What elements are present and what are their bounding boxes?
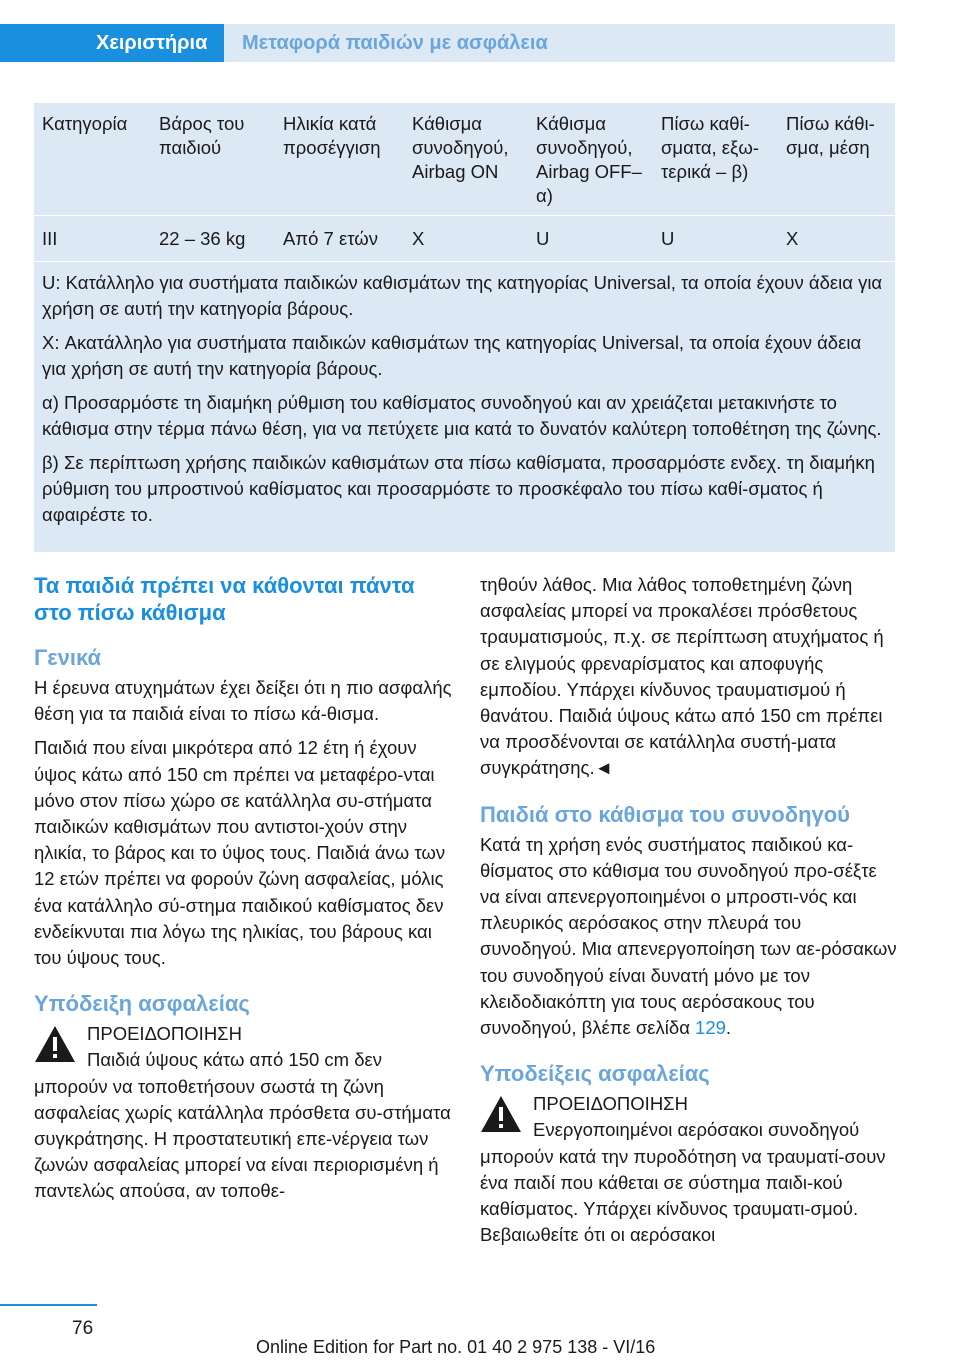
footer-edition: Online Edition for Part no. 01 40 2 975 138 - VI/16	[256, 1337, 656, 1357]
table-header-cell: Κατηγορία	[42, 113, 128, 134]
table-note: α) Προσαρμόστε τη διαμήκη ρύθμιση του καθίσματος συνοδηγού και αν χρειάζεται μετακινήστε το κάθισμα στην τέρμα πάνω θέση, για να πετύχετε μια κατά το δυνατόν καλύτερη τοποθέτηση της ζώνης.	[42, 392, 882, 439]
table-header-cell: Πίσω κάθι-σμα, μέση	[786, 113, 875, 158]
warning-label: ΠΡΟΕΙΔΟΠΟΙΗΣΗ	[533, 1093, 688, 1115]
warning-block	[480, 1091, 898, 1248]
warning-text: Παιδιά ύψους κάτω από 150 cm δεν μπορούν να τοποθετήσουν σωστά τη ζώνη ασφαλείας χωρίς κατάλληλα πρόσθετα συ-στήματα συγκράτησης. Η προστατευτική επε-νέργεια των ζωνών ασφαλείας μπορεί να είναι περιορισμένη ή παντελώς απούσα, αν τοποθε-	[34, 1049, 451, 1202]
section-title: Τα παιδιά πρέπει να κάθονται πάντα στο πίσω κάθισμα	[34, 573, 415, 625]
footer-rule	[0, 1304, 97, 1306]
table-cell: 22 – 36 kg	[159, 228, 246, 249]
table-cell: III	[42, 228, 58, 249]
subheading-passenger: Παιδιά στο κάθισμα του συνοδηγού	[480, 801, 850, 827]
table-header-cell: Κάθισμα συνοδηγού, Airbag ON	[412, 113, 509, 182]
table-note: U: Κατάλληλο για συστήματα παιδικών καθισμάτων της κατηγορίας Universal, τα οποία έχουν άδεια για χρήση σε αυτή την κατηγορία βάρους.	[42, 272, 883, 319]
header-bar	[0, 0, 895, 62]
table-header-row	[34, 103, 895, 216]
table-notes	[34, 262, 895, 548]
table-cell: Από 7 ετών	[283, 228, 378, 249]
subheading-safety: Υπόδειξη ασφαλείας	[34, 991, 250, 1017]
right-column	[480, 572, 898, 1248]
paragraph: Η έρευνα ατυχημάτων έχει δείξει ότι η πιο ασφαλής θέση για τα παιδιά είναι το πίσω κά-θισμα.	[34, 677, 452, 725]
left-column	[34, 572, 454, 1205]
table-bottom-rule	[34, 548, 895, 552]
table-header-cell: Βάρος του παιδιού	[159, 113, 245, 158]
page-link[interactable]: 129	[695, 1017, 726, 1039]
paragraph-continued: τηθούν λάθος. Μια λάθος τοποθετημένη ζώνη ασφαλείας μπορεί να προκαλέσει πρόσθετους τραυματισμούς, π.χ. σε περίπτωση ατυχήματος ή σε ελιγμούς φρεναρίσματος και αποφυγής εμποδίου. Υπάρχει κίνδυνος τραυματισμού ή θανάτου. Παιδιά ύψους κάτω από 150 cm πρέπει να προσδένονται σε κατάλληλα συστή-ματα συγκράτησης.◄	[480, 574, 884, 779]
table-note: β) Σε περίπτωση χρήσης παιδικών καθισμάτων στα πίσω καθίσματα, προσαρμόστε ενδεχ. τη διαμήκη ρύθμιση του μπροστινού καθίσματος και προσαρμόστε το προσκέφαλο του πίσω καθί-σματος ή αφαιρέστε το.	[42, 452, 875, 525]
warning-label: ΠΡΟΕΙΔΟΠΟΙΗΣΗ	[87, 1023, 242, 1045]
table-row	[34, 216, 895, 262]
warning-block	[34, 1021, 454, 1204]
paragraph-text: Κατά τη χρήση ενός συστήματος παιδικού κα-θίσματος στο κάθισμα του συνοδηγού προ-σέξτε να είναι απενεργοποιημένοι ο μπροστι-νός και πλευρικός αερόσακος στην πλευρά του συνοδηγού. Μια απενεργοποίηση των αε-ρόσακων του συνοδηγού είναι δυνατή μόνο με τον κλειδοδιακόπτη για τους αερόσακους του συνοδηγού, βλέπε σελίδα	[480, 833, 897, 1039]
table-header-cell: Κάθισμα συνοδηγού, Airbag OFF– α)	[536, 113, 642, 206]
subheading-safety-notes: Υποδείξεις ασφαλείας	[480, 1061, 710, 1087]
page-number: 76	[72, 1318, 94, 1339]
tab-controls[interactable]: Χειριστήρια	[0, 24, 224, 62]
table-header-cell: Πίσω καθί-σματα, εξω-τερικά – β)	[661, 113, 759, 182]
warning-triangle-icon	[34, 1025, 76, 1063]
table-note: X: Ακατάλληλο για συστήματα παιδικών καθισμάτων της κατηγορίας Universal, τα οποία έχουν άδεια για χρήση σε αυτή την κατηγορία βάρους.	[42, 332, 862, 379]
paragraph: Παιδιά που είναι μικρότερα από 12 έτη ή έχουν ύψος κάτω από 150 cm πρέπει να μεταφέρο-νται μόνο στον πίσω χώρο σε κατάλληλα συ-στήματα παιδικών καθισμάτων που αντιστοι-χούν στην ηλικία, το βάρος και το ύψος τους. Παιδιά άνω των 12 ετών πρέπει να φορούν ζώνη ασφαλείας, μόλις ένα κατάλληλο σύ-στημα παιδικού καθίσματος δεν ενδείκνυται πια λόγω της ηλικίας, του βάρους και του ύψους τους.	[34, 737, 446, 969]
table-cell: X	[786, 228, 799, 249]
table-cell: X	[412, 228, 425, 249]
paragraph	[480, 832, 898, 1042]
tab-section-title[interactable]: Μεταφορά παιδιών με ασφάλεια	[224, 24, 895, 62]
child-seat-table	[34, 103, 895, 548]
warning-text: Ενεργοποιημένοι αερόσακοι συνοδηγού μπορούν κατά την πυροδότηση να τραυματί-σουν ένα παιδί που κάθεται σε σύστημα παιδι-κού καθίσματος. Υπάρχει κίνδυνος τραυματι-σμού. Βεβαιωθείτε ότι οι αερόσακοι	[480, 1119, 886, 1246]
period: .	[725, 1017, 732, 1039]
table-cell: U	[661, 228, 675, 249]
warning-triangle-icon	[480, 1095, 522, 1133]
table-cell: U	[536, 228, 550, 249]
table-header-cell: Ηλικία κατά προσέγγιση	[283, 113, 381, 158]
subheading-general: Γενικά	[34, 645, 102, 670]
